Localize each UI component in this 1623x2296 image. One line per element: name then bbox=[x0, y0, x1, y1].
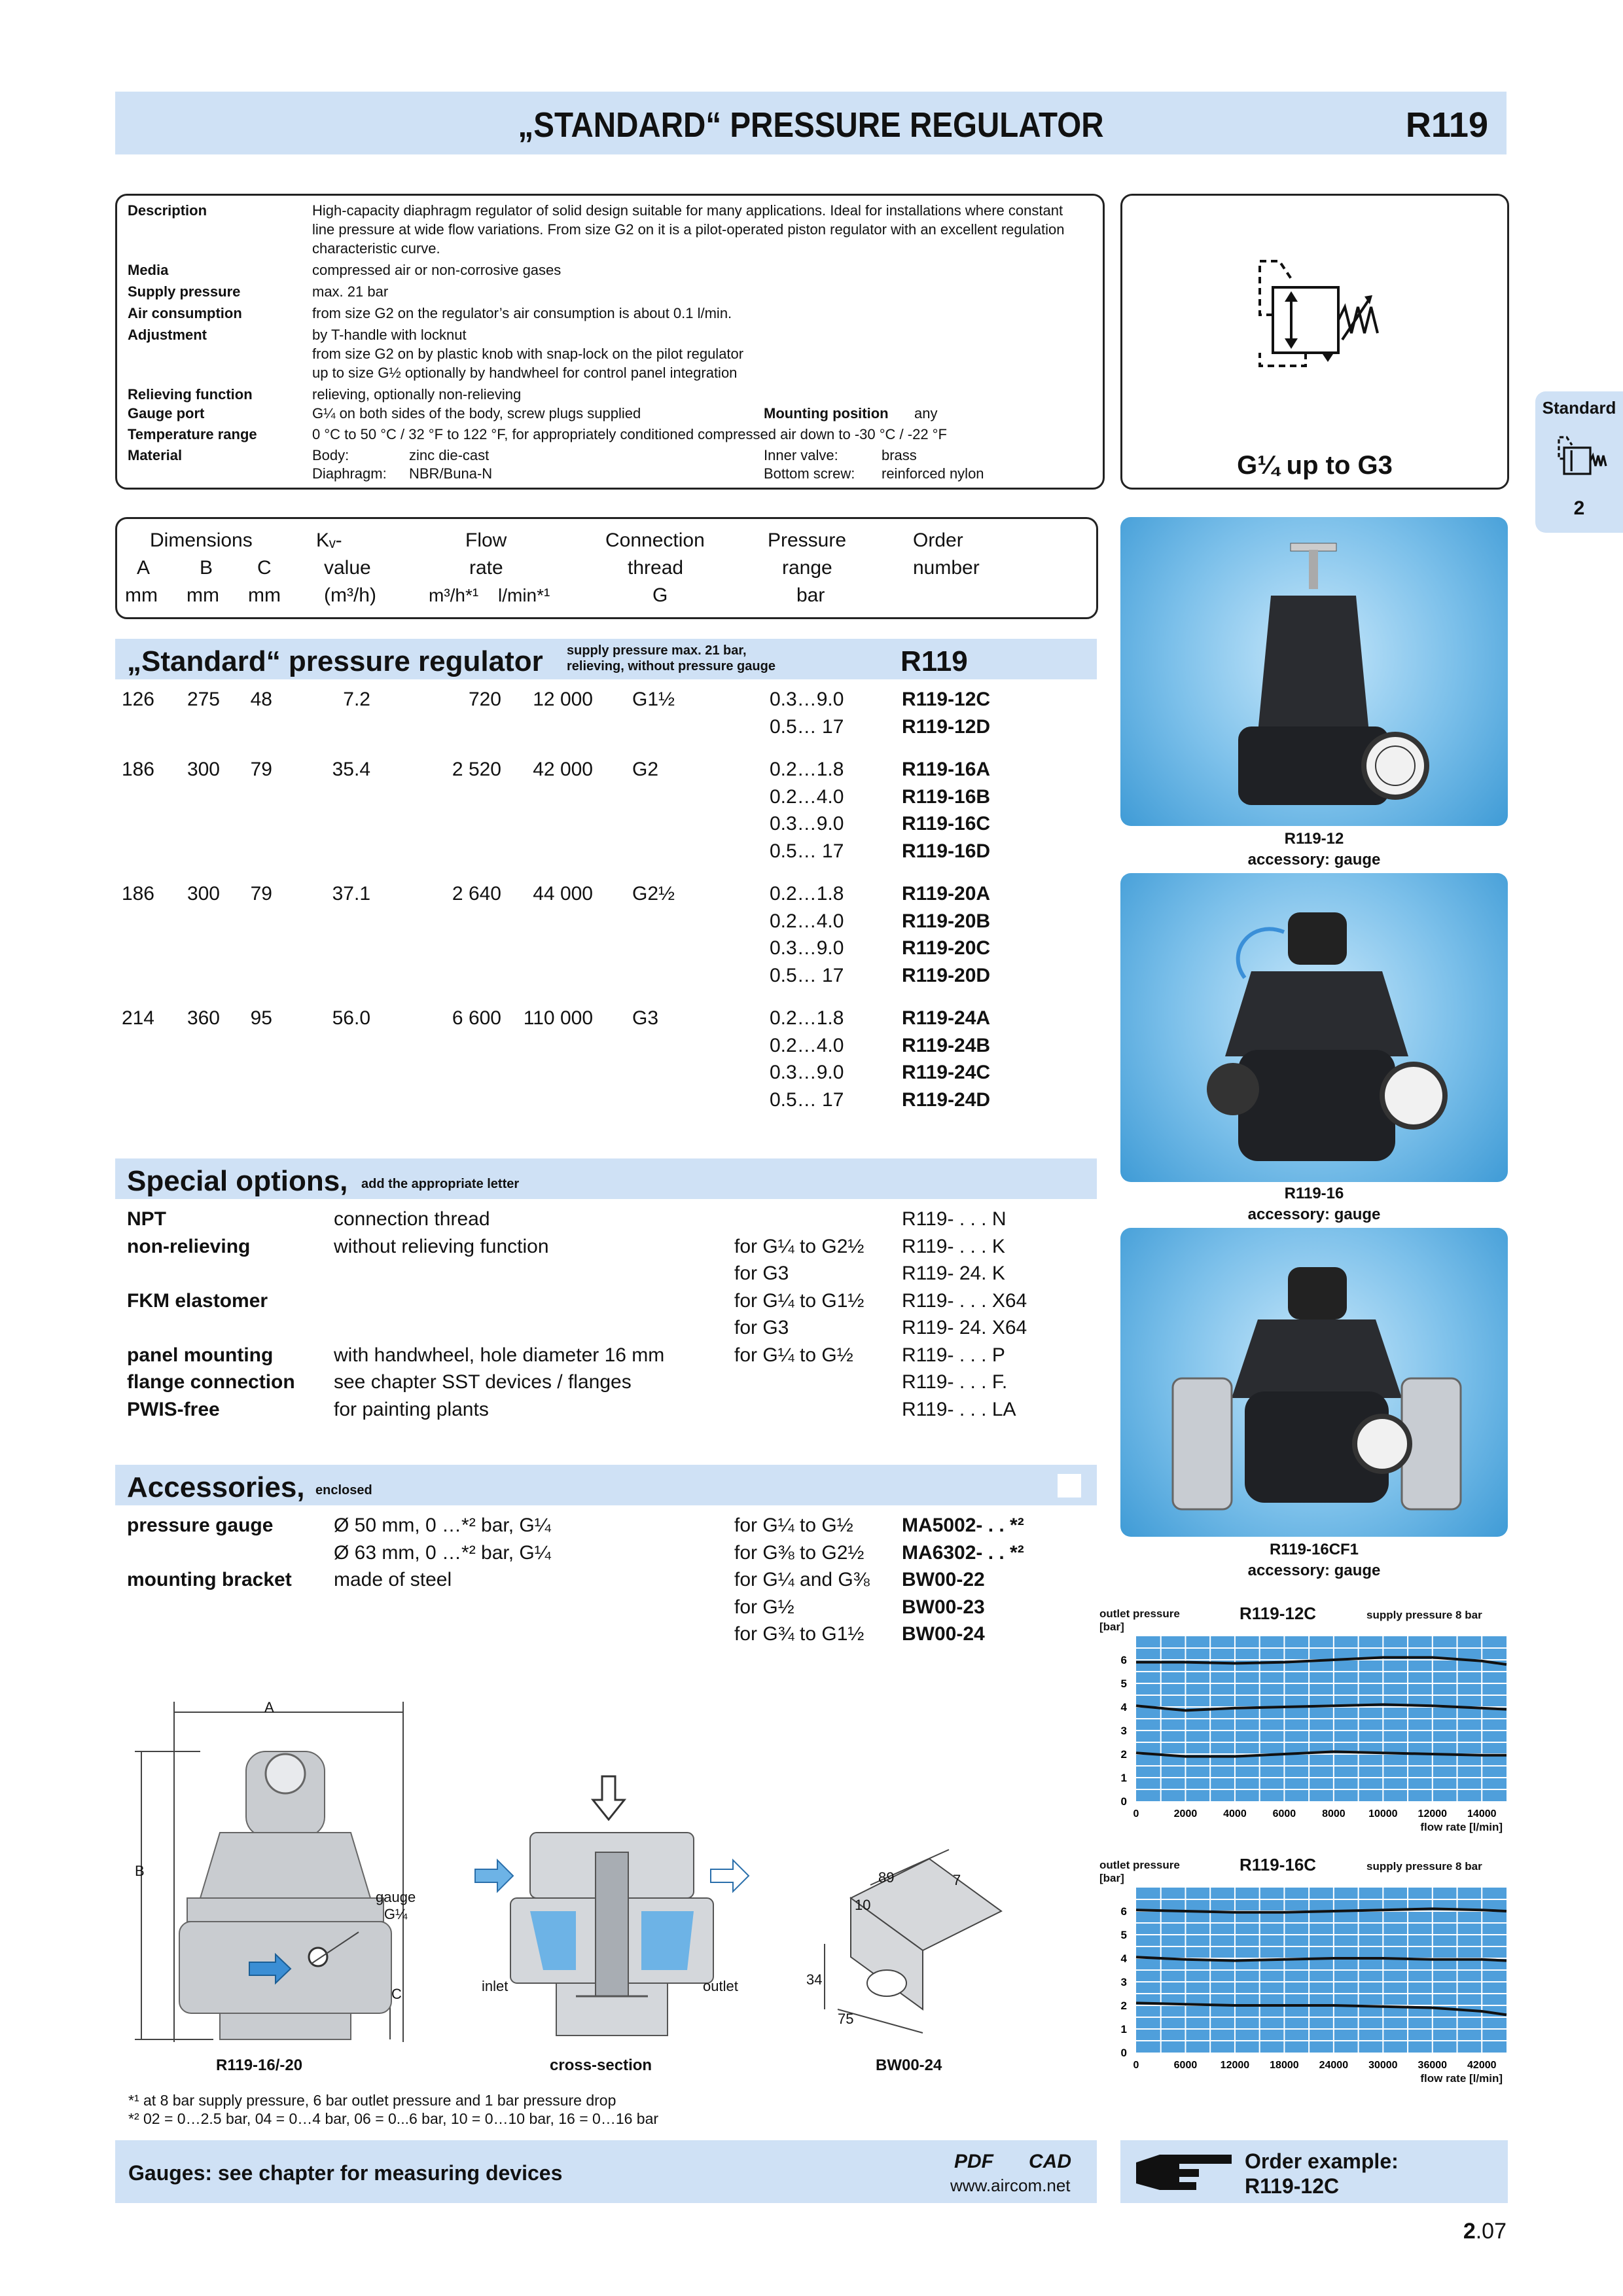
photo-caption-1: R119-12 accessory: gauge bbox=[1247, 830, 1381, 869]
accessory-order-code[interactable]: MA6302- . . *² bbox=[902, 1541, 1024, 1564]
cross-section-drawing bbox=[471, 1774, 753, 2042]
connection-thread: G1½ bbox=[632, 689, 675, 710]
option-applies-to: for G¼ to G1½ bbox=[734, 1289, 865, 1312]
side-tab-number: 2 bbox=[1573, 497, 1585, 519]
dim-c: 79 bbox=[250, 883, 272, 905]
pressure-range: 0.5… 17 bbox=[770, 1088, 844, 1111]
chart-y-tick: 0 bbox=[1120, 1795, 1127, 1808]
desc-value: compressed air or non-corrosive gases bbox=[312, 262, 562, 278]
chart-y-tick: 0 bbox=[1120, 2047, 1127, 2059]
chart2-xlabel: flow rate [l/min] bbox=[1420, 2072, 1503, 2085]
chart2-subtitle: supply pressure 8 bar bbox=[1366, 1860, 1482, 1873]
enclosed-box-icon bbox=[1058, 1474, 1081, 1498]
desc-label: Relieving function bbox=[128, 386, 253, 403]
accessory-description: made of steel bbox=[334, 1569, 452, 1590]
material-label: Material bbox=[128, 447, 183, 463]
special-options-table bbox=[115, 1208, 1097, 1431]
product-photo-r119-16cf1 bbox=[1120, 1228, 1508, 1537]
chart-y-tick: 5 bbox=[1120, 1929, 1127, 1941]
accessories-section-band bbox=[115, 1465, 1097, 1505]
pressure-range: 0.2…4.0 bbox=[770, 785, 844, 808]
chart-x-tick: 0 bbox=[1133, 2060, 1139, 2071]
order-number[interactable]: R119-24B bbox=[902, 1034, 991, 1056]
order-number[interactable]: R119-20A bbox=[902, 883, 991, 905]
dim-b: 300 bbox=[187, 883, 220, 905]
description-box bbox=[115, 194, 1105, 490]
inner-valve-label: Inner valve: bbox=[764, 447, 838, 463]
pointing-hand-icon bbox=[1133, 2149, 1238, 2195]
col-kv-1: Kᵥ- bbox=[316, 529, 342, 551]
accessory-applies-to: for G½ bbox=[734, 1596, 794, 1618]
temperature-value: 0 °C to 50 °C / 32 °F to 122 °F, for appropriately conditioned compressed air down to -30 °C / -22 °F bbox=[312, 426, 947, 442]
option-applies-to: for G3 bbox=[734, 1317, 789, 1338]
chart2-plot bbox=[1099, 1859, 1516, 2097]
chart-r119-12c bbox=[1099, 1604, 1516, 1846]
desc-label: Air consumption bbox=[128, 305, 242, 321]
option-description: connection thread bbox=[334, 1208, 490, 1230]
regulator-symbol-icon bbox=[1234, 255, 1391, 386]
pressure-range: 0.3…9.0 bbox=[770, 937, 844, 959]
order-number[interactable]: R119-16C bbox=[902, 813, 991, 834]
flow-lmin: 12 000 bbox=[533, 689, 593, 710]
chart-x-tick: 8000 bbox=[1322, 1808, 1346, 1820]
gauges-note: Gauges: see chapter for measuring devices bbox=[128, 2161, 563, 2185]
inlet-label: inlet bbox=[482, 1978, 508, 1994]
product-photo-r119-16 bbox=[1120, 873, 1508, 1182]
page-number-page: .07 bbox=[1475, 2219, 1507, 2244]
option-name: non-relieving bbox=[127, 1235, 251, 1257]
bracket-dim-10: 10 bbox=[855, 1897, 871, 1913]
dim-a: 126 bbox=[121, 689, 154, 710]
standard-section-code: R119 bbox=[901, 645, 968, 677]
chart-x-tick: 4000 bbox=[1223, 1808, 1247, 1820]
dimension-b-label: B bbox=[135, 1863, 145, 1879]
outlet-label: outlet bbox=[703, 1978, 738, 1994]
flow-lmin: 44 000 bbox=[533, 883, 593, 905]
footnote-2: *² 02 = 0…2.5 bar, 04 = 0…4 bar, 06 = 0...6 bar, 10 = 0…10 bar, 16 = 0…16 bar bbox=[128, 2110, 659, 2127]
accessory-description: Ø 63 mm, 0 …*² bar, G¼ bbox=[334, 1541, 551, 1564]
order-example-value: R119-12C bbox=[1245, 2174, 1340, 2198]
chart-x-tick: 14000 bbox=[1467, 1808, 1497, 1820]
bracket-dim-75: 75 bbox=[838, 2011, 854, 2027]
gauge-port-label: Gauge port bbox=[128, 405, 205, 422]
col-pressure-1: Pressure bbox=[768, 529, 847, 551]
dim-c: 95 bbox=[250, 1007, 272, 1029]
mounting-value: any bbox=[914, 405, 938, 422]
accessory-name: pressure gauge bbox=[127, 1515, 274, 1536]
unit-a: mm bbox=[125, 584, 158, 606]
col-order-1: Order bbox=[913, 529, 963, 551]
special-section-band bbox=[115, 1158, 1097, 1199]
dim-a: 186 bbox=[121, 759, 154, 780]
order-number[interactable]: R119-16A bbox=[902, 759, 991, 780]
order-number[interactable]: R119-24C bbox=[902, 1062, 991, 1083]
accessory-applies-to: for G¾ to G1½ bbox=[734, 1623, 865, 1645]
unit-c: mm bbox=[248, 584, 281, 606]
kv-value: 56.0 bbox=[332, 1007, 370, 1029]
option-name: NPT bbox=[127, 1208, 166, 1230]
pressure-range: 0.2…4.0 bbox=[770, 1034, 844, 1056]
chart-y-tick: 4 bbox=[1120, 1701, 1127, 1713]
order-number[interactable]: R119-16B bbox=[902, 785, 991, 808]
chart1-ylabel: outlet pressure [bar] bbox=[1099, 1607, 1180, 1633]
dim-b: 300 bbox=[187, 759, 220, 780]
website-link[interactable]: www.aircom.net bbox=[950, 2176, 1071, 2195]
dimension-c-label: C bbox=[391, 1986, 402, 2002]
chart-x-tick: 12000 bbox=[1418, 1808, 1448, 1820]
accessories-section-note: enclosed bbox=[315, 1483, 372, 1498]
chart-y-tick: 6 bbox=[1120, 1654, 1127, 1666]
option-code[interactable]: R119- . . . P bbox=[902, 1344, 1005, 1366]
bottom-screw-label: Bottom screw: bbox=[764, 465, 855, 482]
option-applies-to: for G3 bbox=[734, 1263, 789, 1284]
chart-x-tick: 2000 bbox=[1173, 1808, 1198, 1820]
option-description: with handwheel, hole diameter 16 mm bbox=[334, 1344, 665, 1366]
flow-m3: 2 520 bbox=[452, 759, 501, 780]
pressure-range: 0.2…4.0 bbox=[770, 910, 844, 932]
kv-value: 7.2 bbox=[343, 689, 370, 710]
page-number-chapter: 2 bbox=[1463, 2219, 1476, 2244]
dim-c: 48 bbox=[250, 689, 272, 710]
pressure-range: 0.2…1.8 bbox=[770, 1007, 844, 1029]
option-description: for painting plants bbox=[334, 1398, 489, 1420]
flow-lmin: 42 000 bbox=[533, 759, 593, 780]
option-applies-to: for G¼ to G2½ bbox=[734, 1235, 865, 1257]
chart-y-tick: 3 bbox=[1120, 1976, 1127, 1988]
pressure-range: 0.2…1.8 bbox=[770, 759, 844, 780]
flow-m3: 2 640 bbox=[452, 883, 501, 905]
chart-x-tick: 6000 bbox=[1173, 2060, 1198, 2071]
accessory-name: mounting bracket bbox=[127, 1569, 292, 1590]
unit-flow-l: l/min*¹ bbox=[498, 585, 550, 605]
bottom-screw-value: reinforced nylon bbox=[882, 465, 984, 482]
option-code[interactable]: R119- 24. X64 bbox=[902, 1317, 1027, 1338]
chart1-xlabel: flow rate [l/min] bbox=[1420, 1821, 1503, 1833]
desc-value: High-capacity diaphragm regulator of solid design suitable for many applications. Ideal for installations where constant line pressure at wide flow variations. From size G2 on it is a pilot-operated piston regulator with an excellent regulation characteristic curve. bbox=[312, 202, 1065, 257]
dimension-drawing bbox=[115, 1689, 455, 2062]
col-connection-1: Connection bbox=[605, 529, 705, 551]
diaphragm-value: NBR/Buna-N bbox=[409, 465, 493, 482]
body-value: zinc die-cast bbox=[409, 447, 490, 463]
col-b: B bbox=[200, 557, 213, 579]
product-table bbox=[115, 689, 1097, 1134]
col-pressure-2: range bbox=[782, 557, 832, 579]
chart-y-tick: 2 bbox=[1120, 2000, 1127, 2012]
option-code[interactable]: R119- . . . N bbox=[902, 1208, 1007, 1230]
accessory-order-code[interactable]: MA5002- . . *² bbox=[902, 1515, 1024, 1536]
standard-section-band bbox=[115, 639, 1097, 679]
caption-bracket: BW00-24 bbox=[876, 2056, 942, 2074]
footer-gauges-band bbox=[115, 2140, 1097, 2203]
desc-value: max. 21 bar bbox=[312, 283, 389, 300]
connection-thread: G3 bbox=[632, 1007, 659, 1029]
option-code[interactable]: R119- 24. K bbox=[902, 1263, 1005, 1284]
unit-pressure: bar bbox=[796, 584, 825, 606]
side-tab-label: Standard bbox=[1542, 398, 1616, 418]
option-name: panel mounting bbox=[127, 1344, 274, 1366]
bracket-dim-89: 89 bbox=[878, 1869, 895, 1886]
column-header-box bbox=[115, 517, 1098, 619]
option-applies-to: for G¼ to G½ bbox=[734, 1344, 853, 1366]
accessory-applies-to: for G¼ to G½ bbox=[734, 1515, 853, 1536]
photo-caption-2: R119-16 accessory: gauge bbox=[1247, 1185, 1381, 1223]
accessories-section-title: Accessories, bbox=[127, 1471, 305, 1503]
col-flow-2: rate bbox=[469, 557, 503, 579]
order-number[interactable]: R119-24A bbox=[902, 1007, 991, 1029]
col-flow-1: Flow bbox=[465, 529, 507, 551]
order-number[interactable]: R119-20C bbox=[902, 937, 991, 959]
caption-cross-section: cross-section bbox=[550, 2056, 652, 2074]
chart-x-tick: 18000 bbox=[1270, 2060, 1299, 2071]
order-example-band bbox=[1120, 2140, 1508, 2203]
bracket-dim-34: 34 bbox=[806, 1971, 823, 1988]
col-dimensions: Dimensions bbox=[150, 529, 253, 551]
option-description: see chapter SST devices / flanges bbox=[334, 1371, 632, 1393]
chart-y-tick: 1 bbox=[1120, 1772, 1127, 1784]
col-a: A bbox=[137, 557, 151, 579]
chart-x-tick: 12000 bbox=[1220, 2060, 1250, 2071]
accessory-description: Ø 50 mm, 0 …*² bar, G¼ bbox=[334, 1515, 551, 1536]
mounting-label: Mounting position bbox=[764, 405, 889, 422]
unit-kv: (m³/h) bbox=[324, 584, 376, 606]
unit-flow-m3: m³/h*¹ bbox=[429, 585, 479, 605]
special-section-title: Special options, bbox=[127, 1165, 348, 1197]
bracket-drawing bbox=[785, 1846, 1021, 2036]
gauge-port-note: gauge G¼ bbox=[376, 1889, 416, 1922]
product-code: R119 bbox=[1405, 105, 1488, 145]
diaphragm-label: Diaphragm: bbox=[312, 465, 387, 482]
pressure-range: 0.5… 17 bbox=[770, 964, 844, 986]
desc-value: relieving, optionally non-relieving bbox=[312, 386, 522, 403]
accessory-order-code[interactable]: BW00-24 bbox=[902, 1623, 985, 1645]
gauge-port-value: G¼ on both sides of the body, screw plugs supplied bbox=[312, 405, 641, 422]
chart-x-tick: 10000 bbox=[1368, 1808, 1398, 1820]
chart-r119-16c bbox=[1099, 1855, 1516, 2097]
chart-x-tick: 30000 bbox=[1368, 2060, 1398, 2071]
accessory-order-code[interactable]: BW00-22 bbox=[902, 1569, 985, 1590]
chart-y-tick: 1 bbox=[1120, 2023, 1127, 2036]
order-number[interactable]: R119-20D bbox=[902, 964, 991, 986]
temperature-label: Temperature range bbox=[128, 426, 257, 442]
symbol-box bbox=[1120, 194, 1509, 490]
dim-b: 275 bbox=[187, 689, 220, 710]
photo-caption-3: R119-16CF1 accessory: gauge bbox=[1247, 1541, 1381, 1579]
kv-value: 37.1 bbox=[332, 883, 370, 905]
chart-y-tick: 2 bbox=[1120, 1748, 1127, 1761]
option-name: FKM elastomer bbox=[127, 1289, 268, 1312]
option-code[interactable]: R119- . . . F. bbox=[902, 1371, 1008, 1393]
col-kv-2: value bbox=[324, 557, 371, 579]
accessories-table bbox=[115, 1515, 1097, 1659]
footnote-1: *¹ at 8 bar supply pressure, 6 bar outlet pressure and 1 bar pressure drop bbox=[128, 2092, 616, 2109]
flow-m3: 6 600 bbox=[452, 1007, 501, 1029]
order-number[interactable]: R119-16D bbox=[902, 840, 991, 862]
connection-thread: G2 bbox=[632, 759, 659, 780]
col-c: C bbox=[257, 557, 272, 579]
order-number[interactable]: R119-24D bbox=[902, 1088, 991, 1111]
chart-y-tick: 4 bbox=[1120, 1952, 1127, 1965]
pressure-range: 0.5… 17 bbox=[770, 840, 844, 862]
desc-label: Supply pressure bbox=[128, 283, 241, 300]
standard-section-note: supply pressure max. 21 bar, relieving, without pressure gauge bbox=[567, 643, 776, 673]
chart-x-tick: 24000 bbox=[1319, 2060, 1349, 2071]
desc-value: from size G2 on the regulator’s air consumption is about 0.1 l/min. bbox=[312, 305, 732, 321]
chart-y-tick: 3 bbox=[1120, 1725, 1127, 1737]
standard-section-title: „Standard“ pressure regulator bbox=[127, 645, 543, 677]
option-name: flange connection bbox=[127, 1371, 295, 1393]
inner-valve-value: brass bbox=[882, 447, 917, 463]
chart1-title: R119-12C bbox=[1240, 1604, 1317, 1623]
page-title: „STANDARD“ PRESSURE REGULATOR bbox=[518, 105, 1104, 145]
caption-dimension-drawing: R119-16/-20 bbox=[216, 2056, 303, 2074]
page-number bbox=[1463, 2219, 1507, 2244]
desc-label: Media bbox=[128, 262, 169, 278]
pressure-range: 0.3…9.0 bbox=[770, 689, 844, 710]
option-name: PWIS-free bbox=[127, 1398, 220, 1420]
chart2-ylabel: outlet pressure [bar] bbox=[1099, 1859, 1180, 1884]
order-number[interactable]: R119-12C bbox=[902, 689, 991, 710]
option-code[interactable]: R119- . . . X64 bbox=[902, 1289, 1027, 1312]
header-band bbox=[115, 92, 1507, 154]
order-example-label: Order example: bbox=[1245, 2149, 1399, 2173]
accessory-applies-to: for G⅜ to G2½ bbox=[734, 1541, 865, 1564]
chart-y-tick: 6 bbox=[1120, 1905, 1127, 1918]
bracket-dim-7: 7 bbox=[953, 1872, 961, 1888]
accessory-applies-to: for G¼ and G⅜ bbox=[734, 1569, 870, 1590]
pressure-range: 0.2…1.8 bbox=[770, 883, 844, 905]
body-label: Body: bbox=[312, 447, 349, 463]
chart-x-tick: 6000 bbox=[1272, 1808, 1296, 1820]
chart2-title: R119-16C bbox=[1240, 1855, 1317, 1874]
chart-x-tick: 36000 bbox=[1418, 2060, 1448, 2071]
accessory-order-code[interactable]: BW00-23 bbox=[902, 1596, 985, 1618]
side-tab[interactable] bbox=[1535, 391, 1623, 533]
pressure-range: 0.3…9.0 bbox=[770, 1062, 844, 1083]
pdf-link[interactable]: PDF bbox=[954, 2151, 993, 2172]
dim-b: 360 bbox=[187, 1007, 220, 1029]
unit-connection: G bbox=[652, 584, 668, 606]
kv-value: 35.4 bbox=[332, 759, 370, 780]
special-section-note: add the appropriate letter bbox=[361, 1177, 520, 1191]
chart1-subtitle: supply pressure 8 bar bbox=[1366, 1609, 1482, 1621]
connection-thread: G2½ bbox=[632, 883, 675, 905]
side-tab-symbol-icon bbox=[1547, 435, 1613, 487]
order-number[interactable]: R119-12D bbox=[902, 715, 991, 738]
flow-lmin: 110 000 bbox=[523, 1007, 593, 1029]
product-photo-r119-12 bbox=[1120, 517, 1508, 826]
pressure-range: 0.3…9.0 bbox=[770, 813, 844, 834]
chart-x-tick: 42000 bbox=[1467, 2060, 1497, 2071]
chart-x-tick: 0 bbox=[1133, 1808, 1139, 1820]
desc-label: Adjustment bbox=[128, 327, 207, 343]
col-order-2: number bbox=[913, 557, 980, 579]
option-code[interactable]: R119- . . . K bbox=[902, 1235, 1005, 1257]
chart-y-tick: 5 bbox=[1120, 1677, 1127, 1690]
cad-link[interactable]: CAD bbox=[1029, 2151, 1071, 2172]
dimension-a-label: A bbox=[264, 1699, 274, 1715]
pressure-range: 0.5… 17 bbox=[770, 715, 844, 738]
dim-c: 79 bbox=[250, 759, 272, 780]
desc-label: Description bbox=[128, 202, 207, 219]
unit-b: mm bbox=[187, 584, 219, 606]
col-connection-2: thread bbox=[628, 557, 684, 579]
desc-value: by T-handle with locknut from size G2 on by plastic knob with snap-lock on the pilot regulator up to size G½ optionally by handwheel for control panel integration bbox=[312, 327, 744, 381]
option-description: without relieving function bbox=[334, 1235, 549, 1257]
option-code[interactable]: R119- . . . LA bbox=[902, 1398, 1016, 1420]
order-number[interactable]: R119-20B bbox=[902, 910, 991, 932]
dim-a: 214 bbox=[121, 1007, 154, 1029]
size-range: G¼ up to G3 bbox=[1237, 451, 1393, 480]
dim-a: 186 bbox=[121, 883, 154, 905]
flow-m3: 720 bbox=[468, 689, 501, 710]
chart1-plot bbox=[1099, 1607, 1516, 1846]
